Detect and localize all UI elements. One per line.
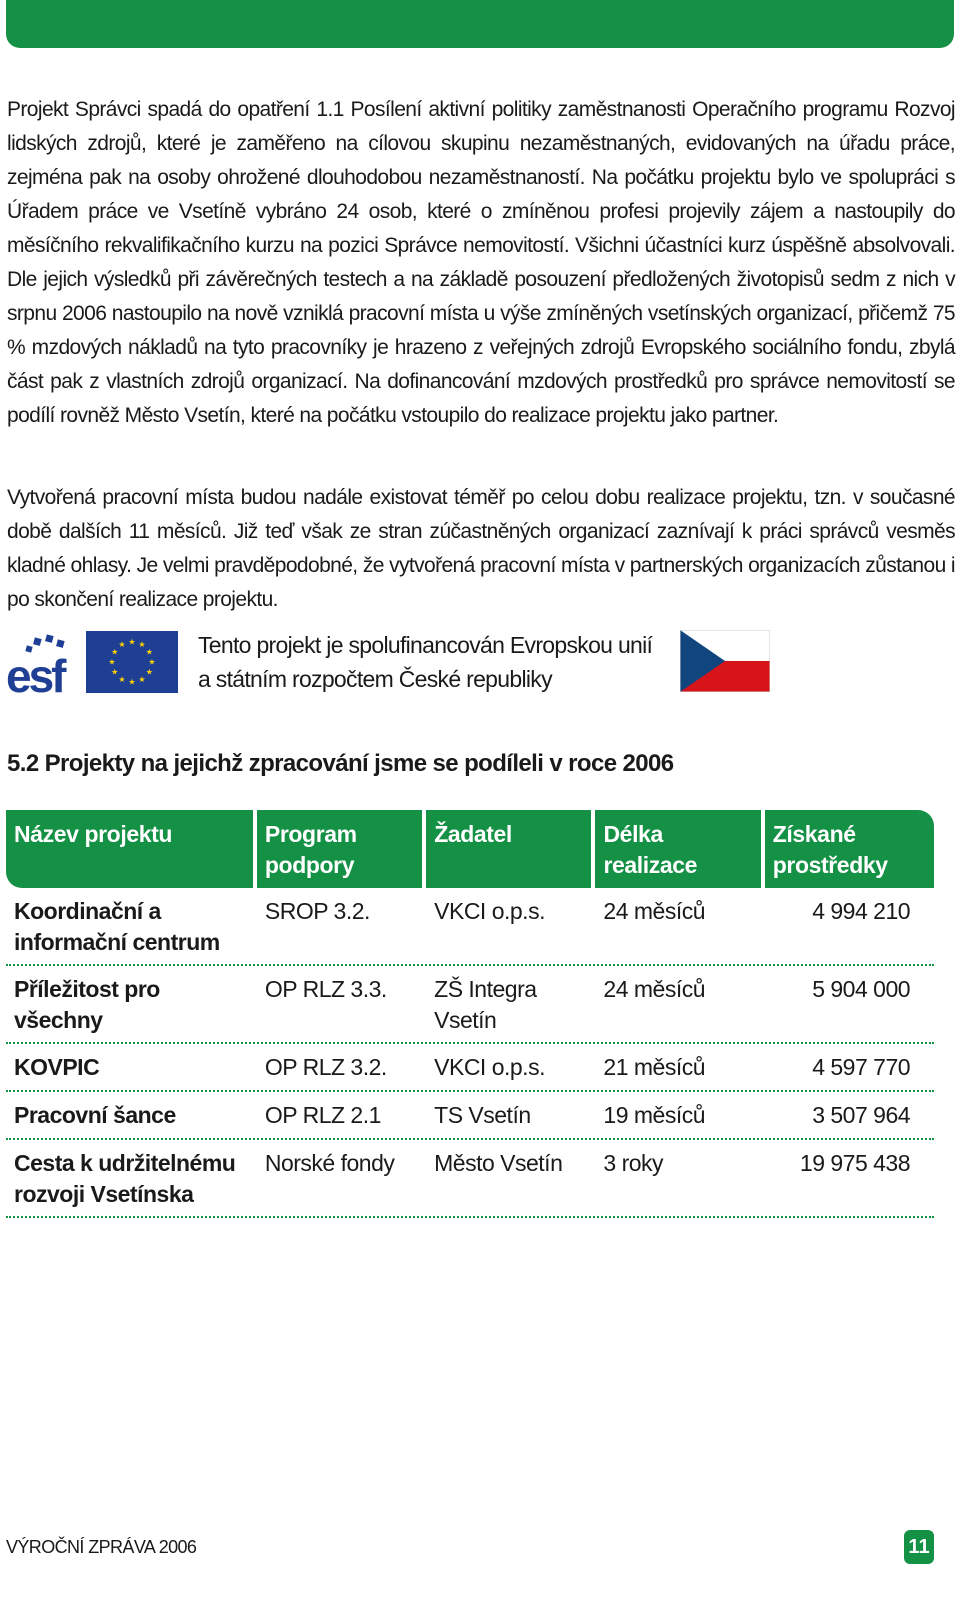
eu-star-icon: ★ [138,640,146,650]
eu-star-icon: ★ [138,674,146,684]
eu-star-icon: ★ [145,647,153,657]
table-row [6,888,934,966]
cell-project-name: KOVPIC [14,1054,100,1080]
top-header-bar [6,0,954,48]
cell-duration: 3 roky [603,1150,664,1176]
czech-flag-icon [680,630,770,692]
cell-applicant: Město Vsetín [434,1150,563,1176]
table-row [6,966,934,1044]
table-header-row [6,810,934,888]
header-program: Program podpory [257,810,422,888]
eu-flag-icon [86,631,178,693]
eu-star-icon: ★ [118,674,126,684]
cell-duration: 24 měsíců [603,976,706,1002]
cell-project-name: Koordinační a informační centrum [14,898,220,955]
body-paragraph-2: Vytvořená pracovní místa budou nadále existovat téměř po celou dobu realizace projektu, tzn. v současné době dalších 11 měsíců. Již teď však ze stran zúčastněných organizací zaznívají k práci správců vesměs kladné ohlasy. Je velmi pravděpodobné, že vytvořená pracovní místa v partnerských organizacích zůstanou i po skončení realizace projektu. [7,486,955,611]
cell-funds: 4 597 770 [812,1054,911,1080]
cell-applicant: VKCI o.p.s. [434,1054,545,1080]
eu-star-icon: ★ [148,657,156,667]
table-row [6,1140,934,1218]
eu-star-icon: ★ [145,667,153,677]
eu-star-icon: ★ [128,637,136,647]
cell-applicant: ZŠ Integra Vsetín [434,976,537,1033]
cell-program: SROP 3.2. [264,898,370,924]
projects-table [6,810,934,1218]
eu-star-icon: ★ [111,667,119,677]
header-duration: Délka realizace [595,810,760,888]
cell-program: OP RLZ 2.1 [264,1102,381,1128]
section-title: 5.2 Projekty na jejichž zpracování jsme se podíleli v roce 2006 [7,750,674,777]
esf-logo-text: esf [6,650,64,694]
esf-logo-icon [6,632,80,694]
cell-duration: 24 měsíců [603,898,706,924]
eu-star-icon: ★ [118,640,126,650]
cell-project-name: Cesta k udržitelnému rozvoji Vsetínska [14,1150,236,1207]
funding-line-2: a státním rozpočtem České republiky [198,666,552,692]
funding-statement [198,628,652,696]
eu-star-icon: ★ [108,657,116,667]
cell-program: OP RLZ 3.2. [264,1054,387,1080]
funding-logos [6,628,776,698]
cell-funds: 3 507 964 [812,1102,911,1128]
header-applicant: Žadatel [426,810,591,888]
eu-star-icon: ★ [111,647,119,657]
cell-duration: 19 měsíců [603,1102,706,1128]
header-funds: Získané prostředky [765,810,934,888]
cell-funds: 4 994 210 [812,898,911,924]
cell-applicant: VKCI o.p.s. [434,898,545,924]
funding-line-1: Tento projekt je spolufinancován Evropskou unií [198,632,653,658]
cell-applicant: TS Vsetín [434,1102,531,1128]
eu-star-icon: ★ [128,677,136,687]
footer-report-label: VÝROČNÍ ZPRÁVA 2006 [6,1537,197,1557]
cell-project-name: Pracovní šance [14,1102,176,1128]
cell-program: Norské fondy [264,1150,395,1176]
cell-funds: 19 975 438 [799,1150,911,1176]
page-number-badge: 11 [904,1530,934,1564]
table-row [6,1044,934,1092]
cell-funds: 5 904 000 [812,976,911,1002]
cell-duration: 21 měsíců [603,1054,706,1080]
header-project-name: Název projektu [6,810,253,888]
body-paragraph-1: Projekt Správci spadá do opatření 1.1 Posílení aktivní politiky zaměstnanosti Operačního programu Rozvoj lidských zdrojů, které je zaměřeno na cílovou skupinu nezaměstnaných, evidovaných na úřadu práce, zejména pak na osoby ohrožené dlouhodobou nezaměstnaností. Na počátku projektu bylo ve spolupráci s Úřadem práce ve Vsetíně vybráno 24 osob, které o zmíněnou profesi projevily zájem a nastoupily do měsíčního rekvalifikačního kurzu na pozici Správce nemovitostí. Všichni účastníci kurz úspěšně absolvovali. Dle jejich výsledků při závěrečných testech a na základě posouzení předložených životopisů sedm z nich v srpnu 2006 nastoupilo na nově vzniklá pracovní místa u výše zmíněných vsetínských organizací, přičemž 75 % mzdových nákladů na tyto pracovníky je hrazeno z veřejných zdrojů Evropského sociálního fondu, zbylá část pak z vlastních zdrojů organizací. Na dofinancování mzdových prostředků pro správce nemovitostí se podílí rovněž Město Vsetín, které na počátku vstoupilo do realizace projektu jako partner. [7,98,955,427]
cell-project-name: Příležitost pro všechny [14,976,160,1033]
table-row [6,1092,934,1140]
cell-program: OP RLZ 3.3. [264,976,387,1002]
